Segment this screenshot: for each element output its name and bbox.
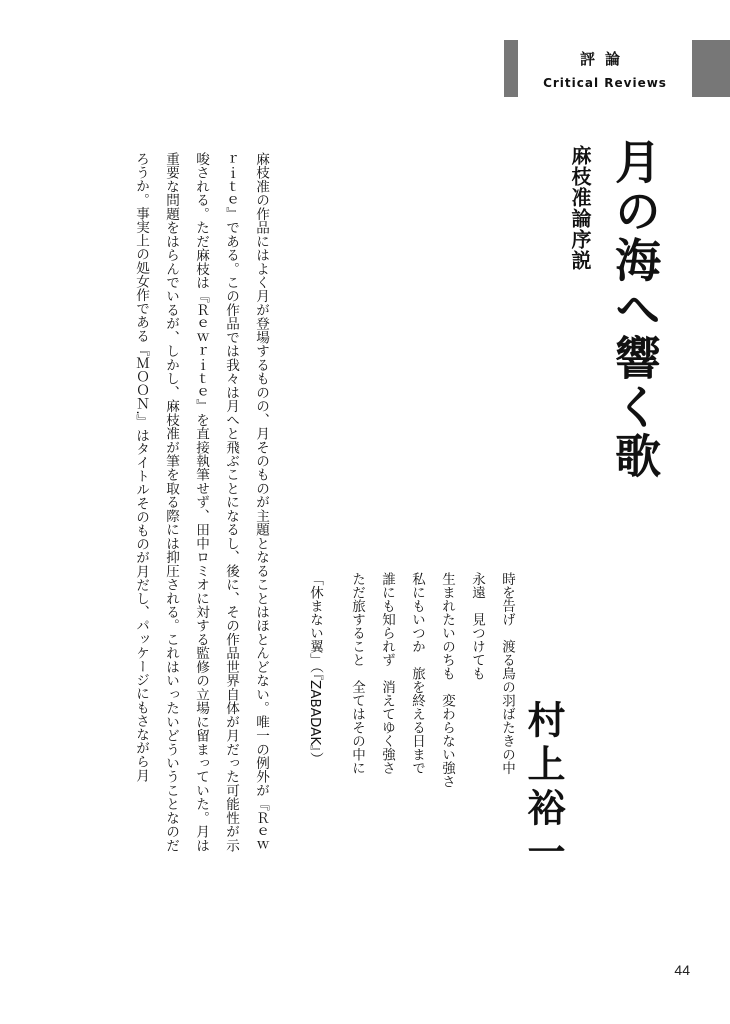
article-subtitle: 麻枝准論序説 [568, 145, 592, 271]
section-bar-left [504, 40, 518, 97]
epigraph [300, 572, 522, 822]
epigraph-line: 時を告げ 渡る鳥の羽ばたきの中 [499, 572, 515, 775]
section-label-en: Critical Reviews [543, 76, 667, 90]
page-number: 44 [674, 962, 690, 978]
author-name: 村上裕一 [521, 700, 565, 876]
epigraph-line: ただ旅すること 全てはその中に [349, 572, 365, 775]
section-label-ja: 評論 [579, 50, 630, 68]
epigraph-line: 永遠 見つけても [469, 572, 485, 680]
epigraph-line: 生まれたいのちも 変わらない強さ [439, 572, 455, 788]
body-text: 麻枝准の作品にはよく月が登場するものの、月そのものが主題となることはほとんどない。唯一の例外が『Ｒｅｗｒｉｔｅ』である。この作品では我々は月へと飛ぶことになるし、後に、その作品世界自体が月だった可能性が示唆される。ただ麻枝は『Ｒｅｗｒｉｔｅ』を直接執筆せず、田中ロミオに対する監修の立場に留まっていた。月は重要な問題をはらんでいるが、しかし、麻枝准が筆を取る際には抑圧される。これはいったいどういうことなのだろうか。事実上の処女作である『ＭＯＯＮ.』はタイトルそのものが月だし、パッケージにもさながら月 [133, 152, 269, 852]
article-title: 月の海へ響く歌 [608, 138, 662, 481]
epigraph-line: 誰にも知られず 消えてゆく強さ [379, 572, 395, 775]
epigraph-citation: 「休まない翼」（『ZABADAK』） [307, 572, 323, 766]
section-bar-right [692, 40, 730, 97]
epigraph-line: 私にもいつか 旅を終える日まで [409, 572, 425, 775]
